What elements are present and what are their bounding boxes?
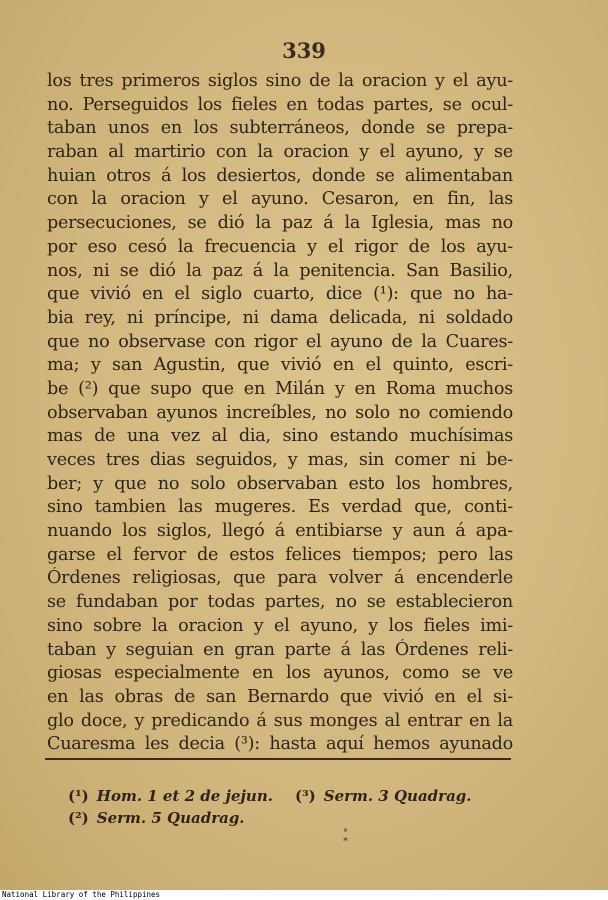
- page-number: 339: [282, 38, 326, 63]
- text-line: observaban ayunos increíbles, no solo no comiendo: [47, 402, 513, 423]
- text-line: nuando los siglos, llegó á entibiarse y aun á apa-: [47, 521, 513, 542]
- text-line: Órdenes religiosas, que para volver á encenderle: [47, 568, 513, 589]
- text-line: Cuaresma les decia (³): hasta aquí hemos ayunado: [47, 734, 513, 755]
- text-line: garse el fervor de estos felices tiempos; pero las: [47, 544, 513, 565]
- body-text: [47, 70, 513, 757]
- text-line: glo doce, y predicando á sus monges al entrar en la: [47, 710, 513, 731]
- footnote-row: [68, 785, 508, 807]
- text-line: mas de una vez al dia, sino estando muchísimas: [47, 426, 513, 447]
- text-line: que no observase con rigor el ayuno de la Cuares-: [47, 331, 513, 352]
- text-line: ma; y san Agustin, que vivió en el quinto, escri-: [47, 355, 513, 376]
- footnote-mark: (³): [294, 787, 316, 805]
- library-credit-strip: [0, 890, 608, 900]
- text-line: por eso cesó la frecuencia y el rigor de los ayu-: [47, 236, 513, 257]
- text-line: veces tres dias seguidos, y mas, sin comer ni be-: [47, 450, 513, 470]
- library-credit: National Library of the Philippines: [2, 890, 161, 899]
- text-line: persecuciones, se dió la paz á la Iglesia, mas no: [47, 213, 513, 234]
- footnote-text: Serm. 3 Quadrag.: [323, 787, 472, 805]
- text-line: raban al martirio con la oracion y el ayuno, y se: [47, 142, 513, 163]
- text-line: no. Perseguidos los fieles en todas partes, se ocul-: [47, 94, 513, 115]
- text-line: con la oracion y el ayuno. Cesaron, en fin, las: [47, 189, 513, 210]
- footnote-row: [68, 807, 508, 829]
- text-line: en las obras de san Bernardo que vivió en el si-: [47, 686, 513, 707]
- footnotes: [68, 785, 508, 829]
- text-line: giosas especialmente en los ayunos, como se ve: [47, 663, 513, 684]
- footnote-text: Hom. 1 et 2 de jejun.: [96, 787, 273, 805]
- text-line: nos, ni se dió la paz á la penitencia. San Basilio,: [47, 260, 513, 281]
- text-line: taban unos en los subterráneos, donde se prepa-: [47, 118, 513, 139]
- text-line: se fundaban por todas partes, no se establecieron: [47, 592, 513, 613]
- text-line: ber; y que no solo observaban esto los hombres,: [47, 473, 513, 494]
- footnote-mark: (²): [68, 809, 89, 827]
- text-line: bia rey, ni príncipe, ni dama delicada, ni soldado: [47, 307, 513, 328]
- text-line: sino sobre la oracion y el ayuno, y los fieles imi-: [47, 615, 513, 636]
- text-line: los tres primeros siglos sino de la oracion y el ayu-: [47, 71, 513, 91]
- text-line: taban y seguian en gran parte á las Órdenes reli-: [47, 639, 513, 660]
- footnote-text: Serm. 5 Quadrag.: [96, 809, 245, 827]
- printer-signature-mark: ° *: [343, 828, 348, 847]
- text-line: que vivió en el siglo cuarto, dice (¹): que no ha-: [47, 284, 513, 305]
- text-line: huian otros á los desiertos, donde se alimentaban: [47, 165, 513, 186]
- text-line: sino tambien las mugeres. Es verdad que, conti-: [47, 497, 513, 518]
- footnote-mark: (¹): [68, 787, 89, 805]
- text-line: be (²) que supo que en Milán y en Roma muchos: [47, 378, 513, 399]
- footnote-divider: [45, 758, 511, 760]
